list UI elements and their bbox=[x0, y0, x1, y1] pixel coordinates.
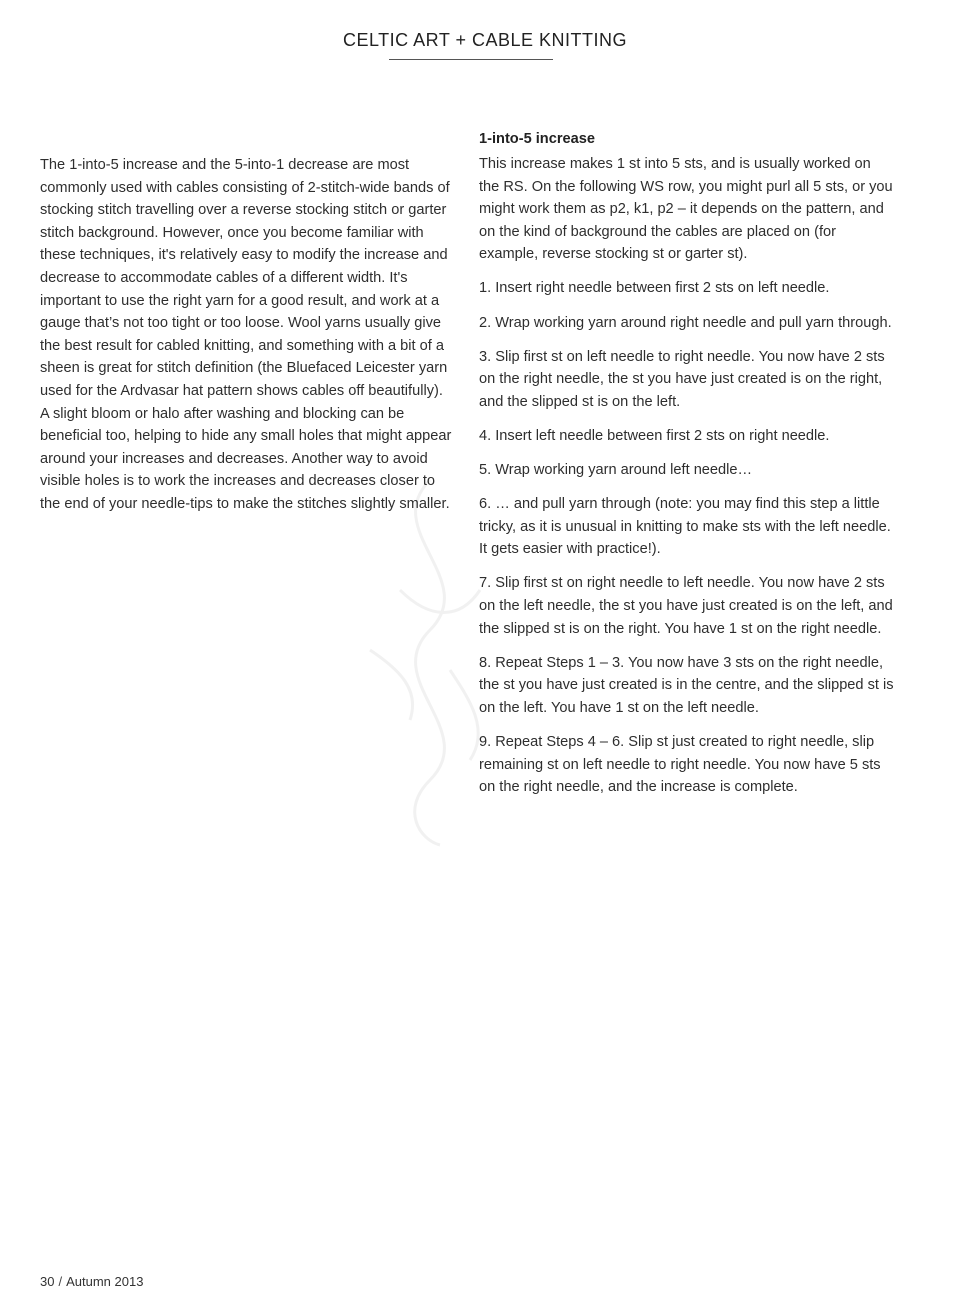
page-footer bbox=[40, 1274, 143, 1289]
issue-label: Autumn 2013 bbox=[66, 1274, 144, 1289]
intro-paragraph: The 1-into-5 increase and the 5-into-1 decrease are most commonly used with cables consisting of 2-stitch-wide bands of stocking stitch travelling over a reverse stocking stitch or garter stitch background. However, once you become familiar with these techniques, it's relatively easy to modify the increase and decrease to accommodate cables of a different width. It's important to use the right yarn for a good result, and work at a gauge that’s not too tight or too loose. Wool yarns usually give the best result for cabled knitting, and something with a bit of a sheen is great for stitch definition (the Bluefaced Leicester yarn used for the Ardvasar hat pattern shows cables off beautifully). A slight bloom or halo after washing and blocking can be beneficial too, helping to hide any small holes that might appear around your increases and decreases. Another way to avoid visible holes is to work the increases and decreases closer to the end of your needle-tips to make the stitches slightly smaller. bbox=[40, 157, 452, 512]
section-title: CELTIC ART + CABLE KNITTING bbox=[342, 30, 628, 50]
step-7: 7. Slip first st on right needle to left needle. You now have 2 sts on the left needle, the st you have just created is on the left, and the slipped st is on the right. You have 1 st on the right needle. bbox=[479, 575, 893, 637]
step-8: 8. Repeat Steps 1 – 3. You now have 3 sts on the right needle, the st you have just created is in the centre, and the slipped st is on the left. You have 1 st on the left needle. bbox=[479, 654, 894, 716]
step-4: 4. Insert left needle between first 2 sts on right needle. bbox=[479, 427, 830, 444]
step-2: 2. Wrap working yarn around right needle and pull yarn through. bbox=[479, 314, 892, 331]
increase-intro: This increase makes 1 st into 5 sts, and is usually worked on the RS. On the following WS row, you might purl all 5 sts, or you might work them as p2, k1, p2 – it depends on the pattern, and on the kind of background the cables are placed on (for example, reverse stocking st or garter st). bbox=[479, 156, 893, 263]
left-column bbox=[40, 154, 452, 516]
footer-separator: / bbox=[58, 1274, 63, 1289]
step-1: 1. Insert right needle between first 2 sts on left needle. bbox=[479, 280, 830, 297]
right-column bbox=[479, 128, 895, 810]
step-6: 6. … and pull yarn through (note: you may find this step a little tricky, as it is unusual in knitting to make sts with the left needle. It gets easier with practice!). bbox=[479, 496, 891, 558]
page-number: 30 bbox=[40, 1274, 55, 1289]
step-9: 9. Repeat Steps 4 – 6. Slip st just created to right needle, slip remaining st on left needle to right needle. You now have 5 sts on the right needle, and the increase is complete. bbox=[479, 733, 881, 796]
page-header bbox=[0, 30, 960, 57]
step-3: 3. Slip first st on left needle to right needle. You now have 2 sts on the right needle, the st you have just created is on the right, and the slipped st is on the left. bbox=[479, 348, 885, 410]
header-divider bbox=[389, 59, 553, 60]
increase-heading: 1-into-5 increase bbox=[479, 131, 595, 147]
step-5: 5. Wrap working yarn around left needle… bbox=[479, 462, 753, 479]
